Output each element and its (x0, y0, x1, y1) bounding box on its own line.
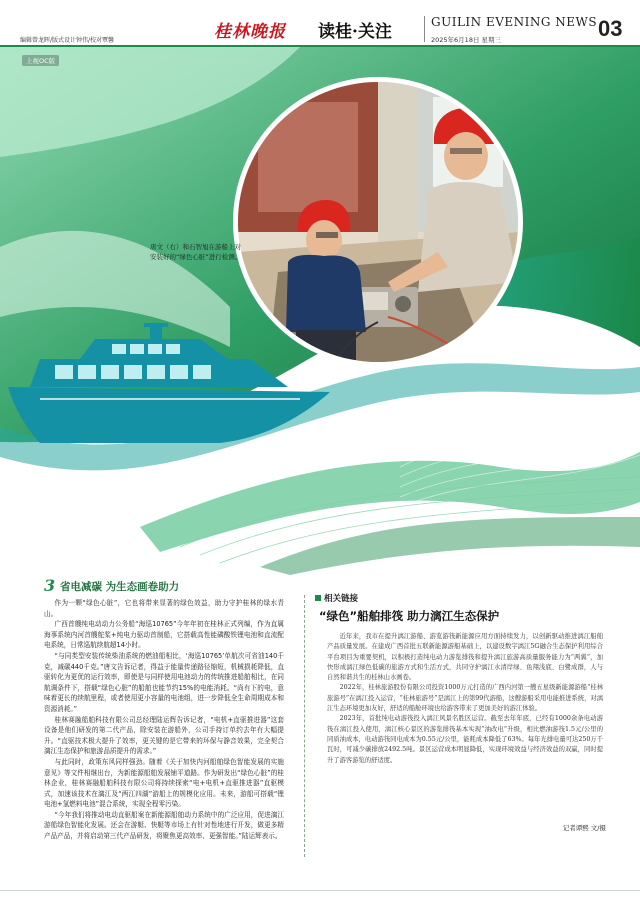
photo-caption: 唐文（右）和石智旭在游船上对安装好的“绿色心脏”进行检测。 (150, 243, 242, 261)
sidebar-title: “绿色”船舶排筏 助力漓江生态保护 (319, 609, 500, 623)
related-link-sidebar (304, 595, 612, 857)
article-section (44, 578, 284, 842)
photo-credit-badge: 上视OC版 (22, 55, 59, 66)
paper-name: 桂林晚报 (214, 22, 286, 42)
section-number: 3 (44, 576, 56, 595)
article-body (44, 598, 284, 842)
article-paragraph: “与同类型安装传统柴油系统的燃油船相比，‘海巡10765’单航次可省油140千克，减碳440千克。”唐文告诉记者，得益于能量传递路径缩短，机械损耗降低，直驱转化为更优的运行效率，即使是与同样使用电池动力的传统推进船舶相比，在同航调条件下，搭载“绿色心脏”的船舶也能节约15%的电能消耗。“尚有下的电，意味着更长的续航里程，或者使用更小容量的电池组，进一步降低全生命周期成本和资源消耗。” (44, 651, 284, 713)
page-number: 03 (598, 16, 623, 41)
sidebar-paragraph: 2023年，首批纯电动游筏投入漓江风景名胜区运营。截至去年年底，已经有1000余条电动游筏在漓江投入使用，漓江核心景区的游览排筏基本实现“油改电”升级，相比燃油游筏1.5元/公里的同质油成本，电动游筏同电成本为0.55元/公里，能耗成本降低了63%。每年光排电量可达250万千瓦时，可减少碳排放2492.5吨。景区运营成本明显降低，实现环境效益与经济效益的双赢，同时提升了游客游览的舒适度。 (327, 715, 603, 764)
byline: 记者谭熙 文/摄 (562, 824, 606, 832)
hero-illustration (0, 47, 640, 575)
paper-english-name: GUILIN EVENING NEWS (431, 15, 598, 29)
header-divider (424, 16, 425, 42)
article-paragraph: 广西首艘纯电动动力公务船“海巡10765”今年年初在桂林正式列编，作为直属海事系统内河首艘舵桨+纯电力驱动首制船，它搭载高性能磷酸铁锂电池和直流配电系统，日常巡航续航超14小时。 (44, 620, 284, 650)
page-bottom-rule (0, 890, 640, 891)
masthead (0, 0, 640, 46)
related-link-tag-label: 相关链接 (324, 594, 359, 604)
issue-date: 2025年6月18日 星期三 (431, 36, 502, 44)
sidebar-paragraph: 2022年，桂林旅游股份有限公司投资1000万元打造的广西内河第一艘五星级新能源游船“桂林旅游号”在漓江投入运营，“桂林旅游号”是漓江上的第99代游船，这艘游船采用电能推进系统，对漓江生态环境更加友好，舒适的船舱环境也给游客带来了更加美好的游江体验。 (327, 684, 603, 713)
sidebar-paragraph: 近年来，我市在提升漓江游船、游览游筏新能源应用方面持续发力，以创新驱动推进漓江船舶产品质量发展。在建成广西首批五联新能源游船基础上，以建设数字漓江5G融合生态保护利用综合平台项目为重要契机，以积极打造纯电动力游览排筏和提升漓江旅游高质量服务能力为“两翼”，加快形成漓江绿色低碳的旅游方式和生活方式，共同守护漓江水清岸绿、鱼翔浅底、白鹭成群，人与自然和谐共生的桂林山水画卷。 (327, 633, 603, 682)
tag-marker (315, 595, 321, 601)
workers-photo-illustration (238, 82, 518, 362)
workers-photo (233, 77, 523, 367)
section-heading (44, 578, 284, 598)
article-paragraph: 桂林赛融船舶科技有限公司总经理陆运辉告诉记者，“电机+直驱推进器”这套设备是他们研发的第二代产品，除安装在游船外，公司手持订单约去年有大幅提升。“直驱技术极大提升了效率，更关键的是它带来的环保与静音效果，完全契合漓江生态保护和旅游品质提升的需求。” (44, 715, 284, 756)
related-link-tag (315, 592, 358, 604)
section-name: 读桂·关注 (318, 22, 392, 42)
article-paragraph: “今年我们将推动电动直驱船案在新能源船舶动力系统中的广泛应用，促进漓江游船绿色智能化发展。还会在游艇、快艇等市场上有针对性地进行开发，做更多精产品产品，并将启动第三代产品研发，将聚焦更高效率、更强智能。”陆运辉表示。 (44, 810, 284, 841)
editors-credit: 编辑曾龙晖/版式设计钟伟/校对覃馨 (20, 37, 115, 44)
sidebar-body (327, 632, 603, 766)
article-paragraph: 与此同时，政策东风同样强劲。随着《关于加快内河船舶绿色智能发展的实施意见》等文件相继出台，为新能源船舶发展铺平道路。作为研发出“绿色心脏”的桂林企业，桂林赛融船舶科技有限公司将持续探索“电+电机+直驱推进器”直驱模式，加速该技术在漓江及“两江四湖”游船上的规模化应用。未来，游船可搭载“锂电池+氢燃料电池”混合系统，实现全程零污染。 (44, 757, 284, 809)
section-title: 省电减碳 为生态画卷助力 (60, 581, 180, 593)
article-paragraph: 作为一颗“绿色心脏”，它也将带来显著的绿色效益，助力守护桂林的绿水青山。 (44, 599, 284, 618)
